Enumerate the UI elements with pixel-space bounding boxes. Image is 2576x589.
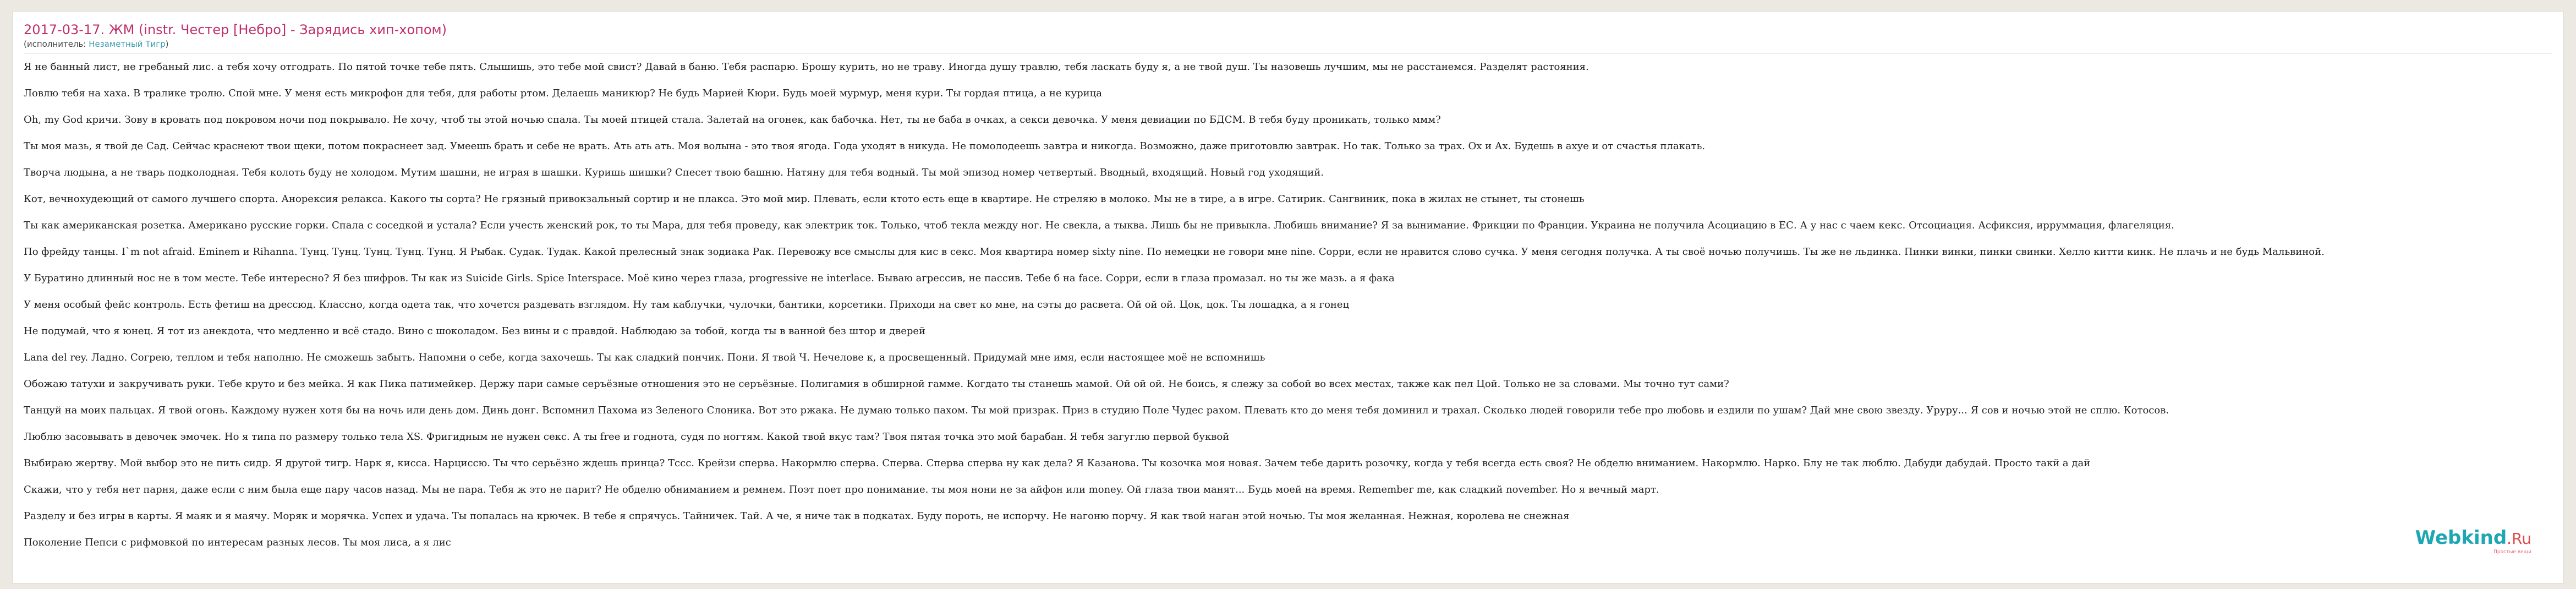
verse: Танцуй на моих пальцах. Я твой огонь. Каждому нужен хотя бы на ночь или день дом. Динь донг. Вспомнил Пахома из Зеленого Слоника. Вот это ржака. Не думаю только пахом. Ты мой призрак. Приз в студию Поле Чудес рахом. Плевать кто до меня тебя доминил и трахал. Сколько людей говорили тебе про любовь и ездили по ушам? Дай мне свою звезду. Уруру... Я сов и ночью этой не сплю. Котосов. (24, 405, 2169, 416)
logo-name: Webkind (2415, 527, 2507, 549)
verse: Ты как американская розетка. Американо русские горки. Спала с соседкой и устала? Если учесть женский рок, то ты Мара, для тебя проведу, как электрик ток. Только, чтоб текла между ног. Не свекла, а тыква. Лишь бы не привыкла. Любишь внимание? Я за вынимание. Фрикции по Франции. Украина не получила Асоциацию в ЕС. А у нас с чаем кекс. Отсоциация. Асфиксия, ирруммация, флагеляция. (24, 220, 2174, 231)
logo-tagline: Простые вещи (2493, 549, 2531, 555)
verse: Разделу и без игры в карты. Я маяк и я маячу. Моряк и морячка. Успех и удача. Ты попалась на крючек. В тебе я спрячусь. Тайничек. Тай. А че, я ниче так в подкатах. Буду пороть, не испорчу. Не нагоню порчу. Я как твой наган этой ночью. Ты моя желанная. Нежная, королева не снежная (24, 510, 1570, 522)
author-link[interactable]: Незаметный Тигр (89, 39, 166, 49)
post-title: 2017-03-17. ЖМ (instr. Честер [Небро] - Зарядись хип-хопом) (24, 22, 447, 37)
verse: Lana del rey. Ладно. Согрею, теплом и тебя наполню. Не сможешь забыть. Напомни о себе, когда захочешь. Ты как сладкий пончик. Пони. Я твой Ч. Нечелове к, а просвещенный. Придумай мне имя, если настоящее моё не вспомнишь (24, 352, 1265, 363)
verse: По фрейду танцы. I`m not afraid. Eminem и Rihanna. Тунц. Тунц. Тунц. Тунц. Тунц. Я Рыбак. Судак. Тудак. Какой прелесный знак зодиака Рак. Перевожу все смыслы для кис в секс. Моя квартира номер sixty nine. По немецки не говори мне nine. Сорри, если не нравится слово сучка. У меня сегодня получка. А ты своё ночью получишь. Ты же не льдинка. Пинки винки, пинки свинки. Хелло китти кинк. Не плачь и не будь Мальвиной. (24, 246, 2325, 258)
verse: Ты моя мазь, я твой де Сад. Сейчас краснеют твои щеки, потом покраснеет зад. Умеешь брать и себе не врать. Ать ать ать. Моя волына - это твоя ягода. Года уходят в никуда. Не помолодеешь завтра и никогда. Возможно, даже приготовлю завтрак. Но так. Только за трах. Ох и Ах. Будешь в ахуе и от счастья плакать. (24, 140, 1706, 152)
verse: Обожаю татухи и закручивать руки. Тебе круто и без мейка. Я как Пика патимейкер. Держу пари самые серъёзные отношения это не серъёзные. Полигамия в обширной гамме. Когдато ты станешь мамой. Ой ой ой. Не боись, я слежу за собой во всех местах, также как пел Цой. Только не за словами. Мы точно тут сами? (24, 378, 1729, 390)
post-header (13, 12, 2563, 54)
post-author-line (24, 38, 2552, 54)
verse: У меня особый фейс контроль. Есть фетиш на дрессюд. Классно, когда одета так, что хочется раздевать взглядом. Ну там каблучки, чулочки, бантики, корсетики. Приходи на свет ко мне, на сэты до расвета. Ой ой ой. Цок, цок. Ты лошадка, а я гонец (24, 299, 1350, 310)
verse: Выбираю жертву. Мой выбор это не пить сидр. Я другой тигр. Нарк я, кисса. Нарциссю. Ты что серьёзно ждешь принца? Тссс. Крейзи сперва. Накормлю сперва. Сперва. Сперва сперва ну как дела? Я Казанова. Ты козочка моя новая. Зачем тебе дарить розочку, когда у тебя всегда есть своя? Не обделю вниманием. Накормлю. Нарко. Блу не так люблю. Дабуди дабудай. Просто такй а дай (24, 457, 2091, 469)
verse: Oh, my God кричи. Зову в кровать под покровом ночи под покрывало. Не хочу, чтоб ты этой ночью спала. Ты моей птицей стала. Залетай на огонек, как бабочка. Нет, ты не баба в очках, а секси девочка. У меня девиации по БДСМ. В тебя буду проникать, только ммм? (24, 114, 1441, 126)
verse: У Буратино длинный нос не в том месте. Тебе интересно? Я без шифров. Ты как из Suicide Girls. Spice Interspace. Моё кино через глаза, progressive не interlace. Бываю агрессив, не пассив. Тебе б на face. Сорри, если в глаза промазал. но ты же мазь. а я фака (24, 272, 1395, 284)
verse: Поколение Пепси с рифмовкой по интересам разных лесов. Ты моя лиса, а я лис (24, 537, 451, 548)
verse: Ловлю тебя на хаха. В тралике тролю. Спой мне. У меня есть микрофон для тебя, для работы ртом. Делаешь маникюр? Не будь Марией Кюри. Будь моей мурмур, меня кури. Ты гордая птица, а не курица (24, 88, 1102, 99)
verse: Не подумай, что я юнец. Я тот из анекдота, что медленно и всё стадо. Вино с шоколадом. Без вины и с правдой. Наблюдаю за тобой, когда ты в ванной без штор и дверей (24, 325, 926, 337)
post-container (12, 11, 2564, 583)
webkind-logo[interactable] (2415, 528, 2531, 555)
logo-tld: .Ru (2507, 530, 2531, 548)
verse: Творча людына, а не тварь подколодная. Тебя колоть буду не холодом. Мутим шашни, не играя в шашки. Куришь шишки? Спесет твою башню. Натяну для тебя водный. Ты мой эпизод номер четвертый. Вводный, входящий. Новый год уходящий. (24, 167, 1324, 178)
verse: Кот, вечнохудеющий от самого лучшего спорта. Анорексия релакса. Какого ты сорта? Не грязный привокзальный сортир и не плакса. Это мой мир. Плевать, если ктото есть еще в квартире. Не стреляю в молоко. Мы не в тире, а в игре. Сатирик. Сангвиник, пока в жилах не стынет, ты стонешь (24, 193, 1585, 205)
verse: Скажи, что у тебя нет парня, даже если с ним была еще пару часов назад. Мы не пара. Тебя ж это не парит? Не обделю обниманием и ремнем. Поэт поет про понимание. ты моя нони не за айфон или money. Ой глаза твои манят... Будь моей на время. Remember me, как сладкий november. Но я вечный март. (24, 484, 1659, 495)
author-suffix: ) (165, 39, 169, 49)
logo-wordmark (2415, 528, 2531, 549)
author-prefix: (исполнитель: (24, 39, 89, 49)
verse: Люблю засовывать в девочек эмочек. Но я типа по размеру только тела XS. Фригидным не нужен секс. А ты free и годнота, судя по ногтям. Какой твой вкус там? Твоя пятая точка это мой барабан. Я тебя загуглю первой буквой (24, 431, 1230, 443)
verses-list (13, 54, 2563, 563)
verse: Я не банный лист, не гребаный лис. а тебя хочу отгодрать. По пятой точке тебе пять. Слышишь, это тебе мой свист? Давай в баню. Тебя распарю. Брошу курить, но не траву. Иногда душу травлю, тебя ласкать буду я, а не твой душ. Ты назовешь лучшим, мы не расстанемся. Разделят растояния. (24, 61, 1589, 73)
